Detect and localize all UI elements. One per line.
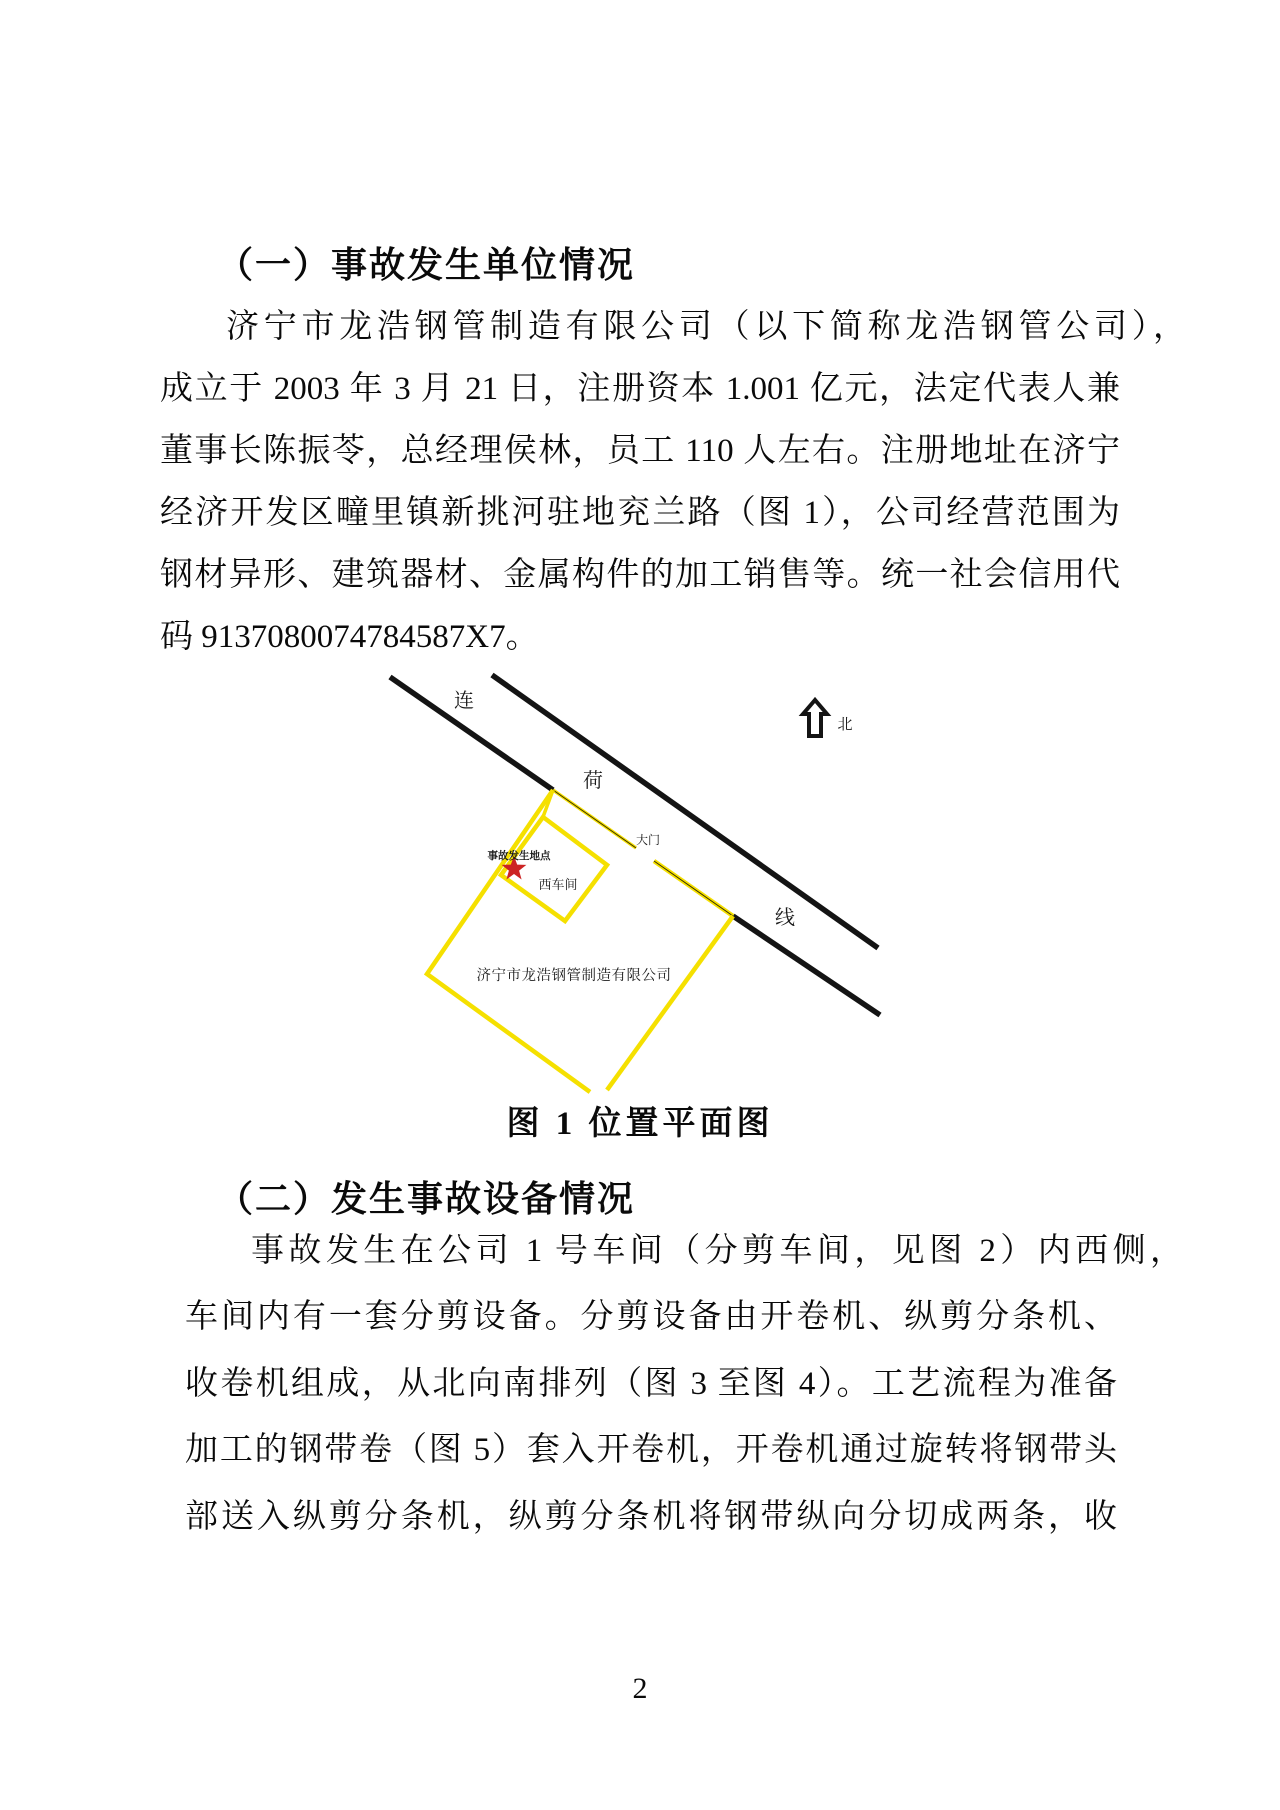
road-name-char: 线 [775, 907, 795, 929]
factory-frontage-edge [553, 790, 636, 848]
factory-frontage-edge [654, 861, 733, 916]
paragraph1-line: 钢材异形、建筑器材、金属构件的加工销售等。统一社会信用代 [160, 557, 1120, 593]
road-name-char: 连 [454, 690, 474, 712]
company-plot-boundary [607, 916, 733, 1090]
paragraph1-line: 济宁市龙浩钢管制造有限公司（以下简称龙浩钢管公司）， [226, 309, 1186, 345]
paragraph1-line: 成立于 2003 年 3 月 21 日，注册资本 1.001 亿元，法定代表人兼 [160, 371, 1120, 407]
paragraph1-line: 经济开发区疃里镇新挑河驻地兖兰路（图 1），公司经营范围为 [160, 495, 1120, 531]
road-name-char: 荷 [583, 770, 603, 792]
north-arrow-icon [803, 700, 827, 736]
accident-site-label: 事故发生地点 [487, 851, 551, 862]
figure1-caption: 图 1 位置平面图 [506, 1106, 774, 1142]
company-name-label: 济宁市龙浩钢管制造有限公司 [476, 968, 672, 984]
page-number: 2 [632, 1672, 648, 1705]
paragraph1-line: 董事长陈振苓，总经理侯林，员工 110 人左右。注册地址在济宁 [160, 433, 1120, 469]
paragraph2-line: 加工的钢带卷（图 5）套入开卷机，开卷机通过旋转将钢带头 [185, 1432, 1117, 1468]
paragraph2-line: 收卷机组成，从北向南排列（图 3 至图 4）。工艺流程为准备 [185, 1366, 1117, 1402]
site-plan-figure [360, 640, 920, 1110]
paragraph2-line: 部送入纵剪分条机，纵剪分条机将钢带纵向分切成两条，收 [185, 1499, 1117, 1535]
paragraph2-line: 车间内有一套分剪设备。分剪设备由开卷机、纵剪分条机、 [185, 1299, 1117, 1335]
gate-label: 大门 [635, 833, 661, 847]
west-workshop-label: 西车间 [538, 877, 578, 892]
paragraph2-line: 事故发生在公司 1 号车间（分剪车间，见图 2）内西侧， [251, 1233, 1183, 1269]
paragraph1-line: 码 9137080074784587X7。 [160, 619, 539, 655]
section1-heading: （一）事故发生单位情况 [217, 245, 636, 285]
section2-heading: （二）发生事故设备情况 [217, 1179, 636, 1219]
north-label: 北 [837, 717, 853, 733]
